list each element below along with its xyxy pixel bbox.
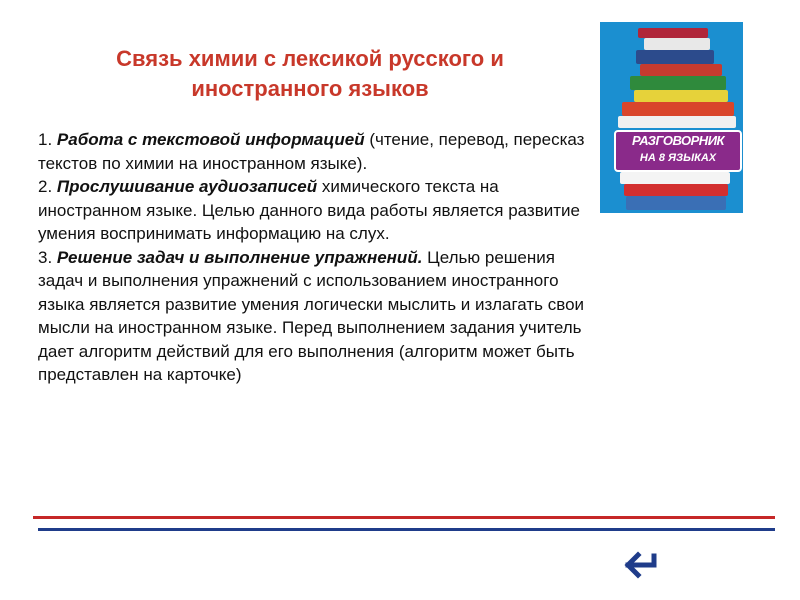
book-spine bbox=[624, 184, 728, 196]
book-spine bbox=[620, 172, 730, 184]
divider-blue bbox=[38, 528, 775, 531]
title-line-2: иностранного языков bbox=[191, 76, 429, 101]
book-spine bbox=[618, 116, 736, 128]
book-spine bbox=[636, 50, 714, 64]
item-2-heading: Прослушивание аудиозаписей bbox=[56, 177, 318, 196]
item-1 bbox=[38, 128, 598, 175]
banner-title: РАЗГОВОРНИК bbox=[631, 133, 725, 148]
divider-red bbox=[33, 516, 775, 519]
item-2 bbox=[38, 175, 598, 246]
item-3-number: 3. bbox=[38, 247, 57, 267]
item-1-heading: Работа с текстовой информацией bbox=[56, 130, 365, 149]
book-spine bbox=[622, 102, 734, 116]
item-1-number: 1. bbox=[38, 130, 57, 149]
book-spine bbox=[634, 90, 728, 102]
banner-subtitle: НА 8 ЯЗЫКАХ bbox=[639, 152, 717, 164]
book-spine bbox=[626, 196, 726, 210]
item-3-heading: Решение задач и выполнение упражнений. bbox=[56, 247, 423, 267]
item-2-number: 2. bbox=[38, 177, 57, 196]
book-spine bbox=[644, 38, 710, 50]
slide-body bbox=[38, 128, 598, 387]
left-arrow-icon bbox=[622, 548, 660, 582]
title-line-1: Связь химии с лексикой русского и bbox=[116, 46, 504, 71]
book-spine bbox=[638, 28, 708, 38]
book-spine bbox=[630, 76, 726, 90]
item-1-text: (чтение, перевод, пересказ текстов по химии на иностранном языке). bbox=[38, 130, 585, 173]
phrasebook-cover-image bbox=[600, 22, 743, 213]
book-spine bbox=[640, 64, 722, 76]
phrasebook-banner bbox=[614, 130, 742, 172]
item-3 bbox=[38, 246, 598, 387]
slide-title bbox=[40, 44, 580, 104]
item-2-text: химического текста на иностранном языке. Целью данного вида работы является развитие умения воспринимать информацию на слух. bbox=[38, 177, 580, 243]
item-3-text: Целью решения задач и выполнения упражнений с использованием иностранного языка является развитие умения логически мыслить и излагать свои мысли на иностранном языке. Перед выполнением задания учитель дает алгоритм действий для его выполнения (алгоритм может быть представлен на карточке) bbox=[38, 247, 585, 384]
back-button[interactable] bbox=[622, 548, 660, 582]
